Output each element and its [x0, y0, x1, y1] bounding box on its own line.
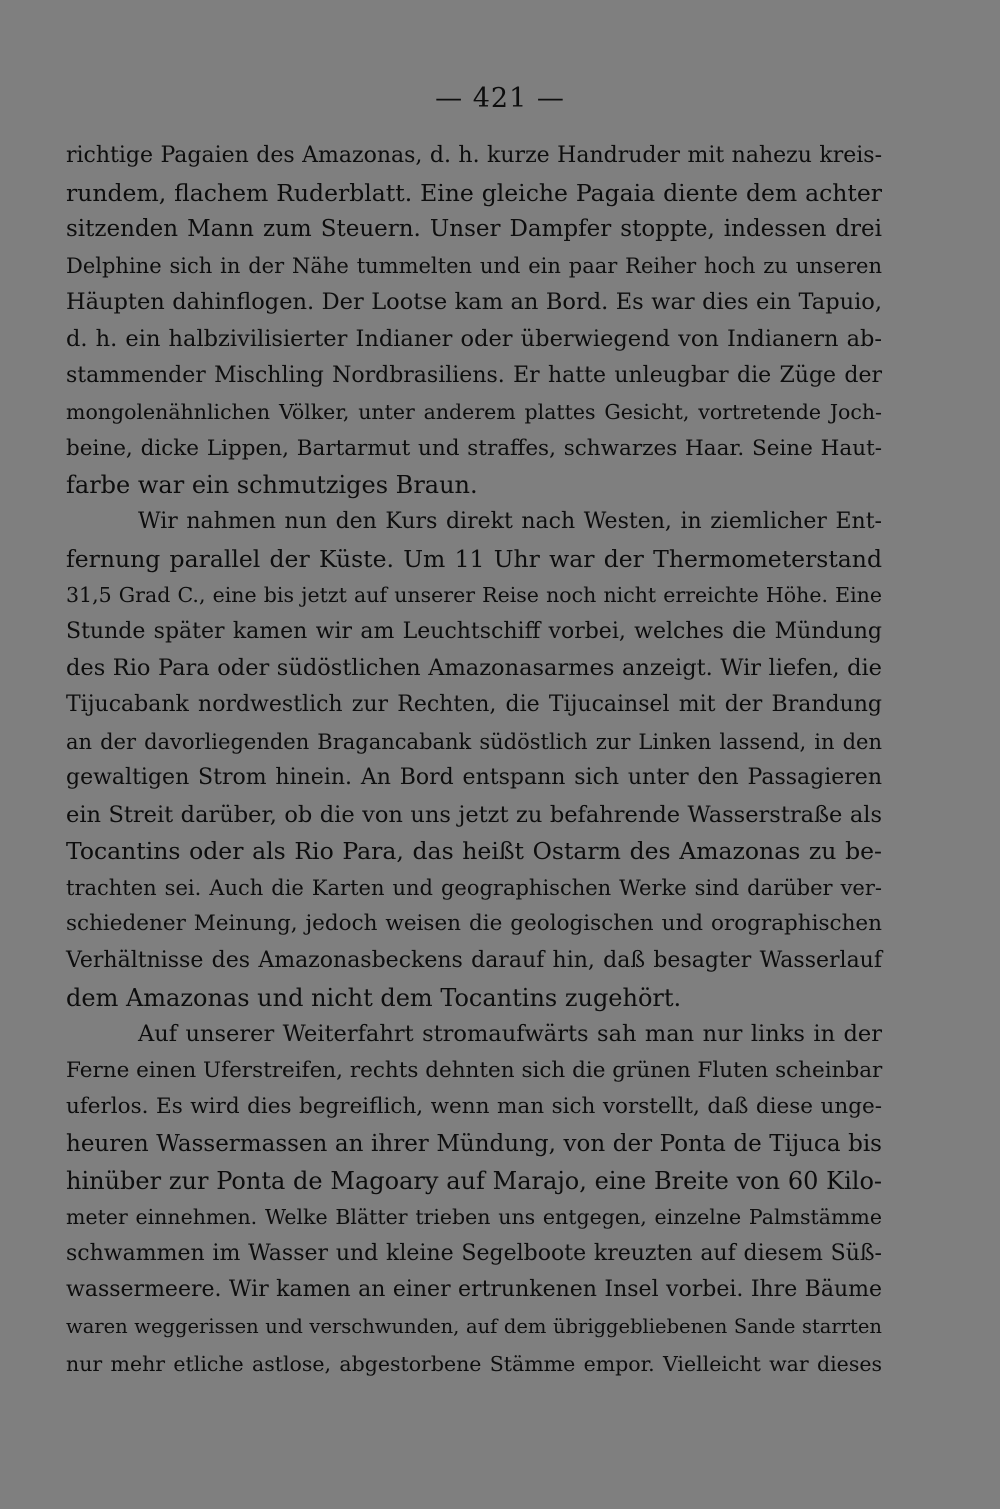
text-line: fernung parallel der Küste. Um 11 Uhr war der Thermometerstand: [66, 544, 882, 573]
text-line: Tijucabank nordwestlich zur Rechten, die Tijucainsel mit der Brandung: [66, 691, 882, 717]
text-line: beine, dicke Lippen, Bartarmut und straffes, schwarzes Haar. Seine Haut-: [66, 435, 882, 461]
text-line: mongolenähnlichen Völker, unter anderem plattes Gesicht, vortretende Joch-: [66, 400, 882, 425]
text-line: Stunde später kamen wir am Leuchtschiff vorbei, welches die Mündung: [66, 618, 882, 644]
text-line: heuren Wassermassen an ihrer Mündung, von der Ponta de Tijuca bis: [66, 1131, 882, 1158]
text-line: Tocantins oder als Rio Para, das heißt Ostarm des Amazonas zu be-: [66, 837, 882, 866]
text-line: ein Streit darüber, ob die von uns jetzt zu befahrende Wasserstraße als: [66, 801, 882, 828]
text-line: richtige Pagaien des Amazonas, d. h. kurze Handruder mit nahezu kreis-: [66, 143, 882, 168]
text-line: Ferne einen Uferstreifen, rechts dehnten sich die grünen Fluten scheinbar: [66, 1057, 883, 1083]
text-line: Häupten dahinflogen. Der Lootse kam an Bord. Es war dies ein Tapuio,: [66, 289, 882, 316]
body-text: [66, 138, 882, 1382]
text-line: Verhältnisse des Amazonasbeckens darauf hin, daß besagter Wasserlauf: [66, 948, 882, 974]
text-line: an der davorliegenden Bragancabank südöstlich zur Linken lassend, in den: [66, 729, 882, 754]
text-line: 31,5 Grad C., eine bis jetzt auf unserer Reise noch nicht erreichte Höhe. Eine: [66, 583, 882, 608]
text-line: waren weggerissen und verschwunden, auf dem übriggebliebenen Sande starrten: [66, 1315, 882, 1338]
text-line: farbe war ein schmutziges Braun.: [66, 471, 478, 500]
text-line: dem Amazonas und nicht dem Tocantins zugehört.: [66, 983, 682, 1012]
text-line: rundem, flachem Ruderblatt. Eine gleiche Pagaia diente dem achter: [66, 178, 882, 207]
text-line: hinüber zur Ponta de Magoary auf Marajo, eine Breite von 60 Kilo-: [66, 1166, 882, 1195]
text-line: nur mehr etliche astlose, abgestorbene Stämme empor. Vielleicht war dieses: [66, 1351, 882, 1376]
text-line: uferlos. Es wird dies begreiflich, wenn man sich vorstellt, daß diese unge-: [66, 1094, 882, 1120]
text-line: Delphine sich in der Nähe tummelten und ein paar Reiher hoch zu unseren: [66, 253, 882, 278]
text-line: des Rio Para oder südöstlichen Amazonasarmes anzeigt. Wir liefen, die: [66, 655, 882, 682]
text-line: schwammen im Wasser und kleine Segelboote kreuzten auf diesem Süß-: [66, 1240, 882, 1266]
text-line: gewaltigen Strom hinein. An Bord entspann sich unter den Passagieren: [66, 765, 882, 791]
text-line: stammender Mischling Nordbrasiliens. Er hatte unleugbar die Züge der: [66, 362, 882, 388]
text-line: schiedener Meinung, jedoch weisen die geologischen und orographischen: [66, 911, 882, 937]
text-line: Auf unserer Weiterfahrt stromaufwärts sah man nur links in der: [138, 1021, 882, 1048]
text-line: trachten sei. Auch die Karten und geographischen Werke sind darüber ver-: [66, 875, 882, 900]
text-line: sitzenden Mann zum Steuern. Unser Dampfer stoppte, indessen drei: [66, 216, 882, 243]
text-line: d. h. ein halbzivilisierter Indianer oder überwiegend von Indianern ab-: [66, 325, 882, 352]
page-number: — 421 —: [435, 83, 565, 114]
text-line: wassermeere. Wir kamen an einer ertrunkenen Insel vorbei. Ihre Bäume: [66, 1277, 882, 1303]
text-line: meter einnehmen. Welke Blätter trieben uns entgegen, einzelne Palmstämme: [66, 1205, 882, 1230]
text-line: Wir nahmen nun den Kurs direkt nach Westen, in ziemlicher Ent-: [138, 508, 882, 534]
